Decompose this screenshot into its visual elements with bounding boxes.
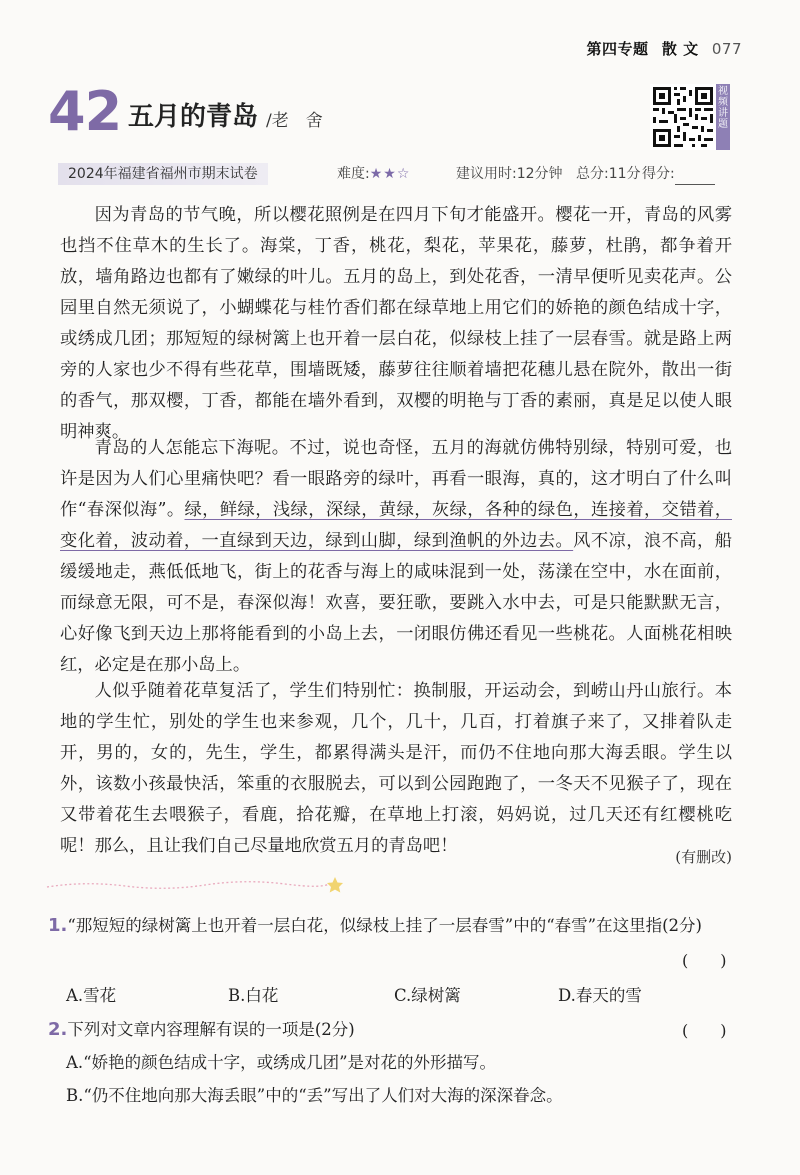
total-score: 总分:11分: [576, 166, 641, 182]
score-blank[interactable]: [675, 170, 715, 185]
category-label: 散 文: [661, 40, 699, 58]
page-number: 077: [711, 40, 742, 58]
qr-code-icon[interactable]: [650, 84, 716, 150]
score-label: 得分:: [642, 166, 675, 182]
question-1-text: “那短短的绿树篱上也开着一层白花，似绿枝上挂了一层春雪”中的“春雪”在这里指(2分): [67, 916, 702, 935]
score-field[interactable]: [642, 163, 715, 185]
difficulty: [337, 163, 410, 185]
lesson-title: 五月的青岛: [128, 102, 259, 132]
paragraph-2: [60, 433, 732, 681]
decorative-divider-icon: [45, 875, 345, 895]
question-1-option-d[interactable]: D.春天的雪: [558, 986, 642, 1005]
exam-source: 2024年福建省福州市期末试卷: [58, 163, 268, 185]
question-1-number: 1.: [48, 915, 68, 936]
paragraph-2-text-a: 青岛的人怎能忘下海呢。不过，说也奇怪，五月的海就仿佛特别绿，特别可爱，也许是因为人们心里痛快吧？看一眼路旁的绿叶，再看一眼海，真的，这才明白了什么叫作“春深似海”。: [60, 438, 732, 520]
question-1-option-c[interactable]: C.绿树篱: [394, 986, 461, 1005]
paragraph-2-text-b: 风不凉，浪不高，船缓缓地走，燕低低地飞，街上的花香与海上的咸味混到一处，荡漾在空中，水在面前，而绿意无限，可不是，春深似海！欢喜，要狂歌，要跳入水中去，可是只能默默无言，心好像飞到天边上那将能看到的小岛上去，一闭眼仿佛还看见一些桃花。人面桃花相映红，必定是在那小岛上。: [60, 531, 732, 675]
question-2-option-b[interactable]: B.“仍不住地向那大海丢眼”中的“丢”写出了人们对大海的深深眷念。: [66, 1086, 563, 1105]
question-2-text: 下列对文章内容理解有误的一项是(2分): [67, 1020, 355, 1039]
question-1-option-a[interactable]: A.雪花: [66, 986, 117, 1005]
paragraph-1: 因为青岛的节气晚，所以樱花照例是在四月下旬才能盛开。樱花一开，青岛的风雾也挡不住草木的生长了。海棠，丁香，桃花，梨花，苹果花，藤萝，杜鹃，都争着开放，墙角路边也都有了嫩绿的叶儿。五月的岛上，到处花香，一清早便听见卖花声。公园里自然无须说了，小蝴蝶花与桂竹香们都在绿草地上用它们的娇艳的颜色结成十字，或绣成几团；那短短的绿树篱上也开着一层白花，似绿枝上挂了一层春雪。就是路上两旁的人家也少不得有些花草，围墙既矮，藤萝往往顺着墙把花穗儿悬在院外，散出一街的香气，那双樱，丁香，都能在墙外看到，双樱的明艳与丁香的素丽，真是足以使人眼明神爽。: [60, 205, 732, 442]
question-2-number: 2.: [48, 1019, 68, 1040]
question-1-answer-bracket[interactable]: ( ): [682, 951, 727, 970]
edit-note: (有删改): [675, 848, 732, 866]
running-head: [587, 38, 742, 59]
paragraph-3: 人似乎随着花草复活了，学生们特别忙：换制服，开运动会，到崂山丹山旅行。本地的学生忙，别处的学生也来参观，几个，几十，几百，打着旗子来了，又排着队走开，男的，女的，先生，学生，都累得满头是汗，而仍不住地向那大海丢眼。学生以外，该数小孩最快活，笨重的衣服脱去，可以到公园跑跑了，一冬天不见猴子了，现在又带着花生去喂猴子，看鹿，拾花瓣，在草地上打滚，妈妈说，过几天还有红樱桃吃呢！那么，且让我们自己尽量地欣赏五月的青岛吧！: [60, 681, 732, 856]
question-2: [48, 1016, 648, 1040]
difficulty-stars-icon: ★★☆: [369, 166, 411, 182]
question-2-option-a[interactable]: A.“娇艳的颜色结成十字，或绣成几团”是对花的外形描写。: [66, 1053, 497, 1072]
video-lesson-tab[interactable]: 视频讲题: [716, 84, 730, 150]
question-2-answer-bracket[interactable]: ( ): [682, 1021, 727, 1040]
suggested-time: 建议用时:12分钟: [456, 166, 563, 182]
question-1-option-b[interactable]: B.白花: [228, 986, 279, 1005]
question-1: [48, 912, 748, 936]
difficulty-label: 难度:: [337, 166, 370, 182]
info-bar: [58, 163, 730, 185]
underlined-passage: 绿，鲜绿，浅绿，深绿，黄绿，灰绿，各种的绿色，连接着，交错着，变化着，波动着，一直绿到天边，绿到山脚，绿到渔帆的外边去。: [60, 500, 732, 551]
section-label: 第四专题: [586, 40, 649, 58]
lesson-number: 42: [48, 80, 122, 143]
lesson-author: /老 舍: [266, 111, 323, 131]
